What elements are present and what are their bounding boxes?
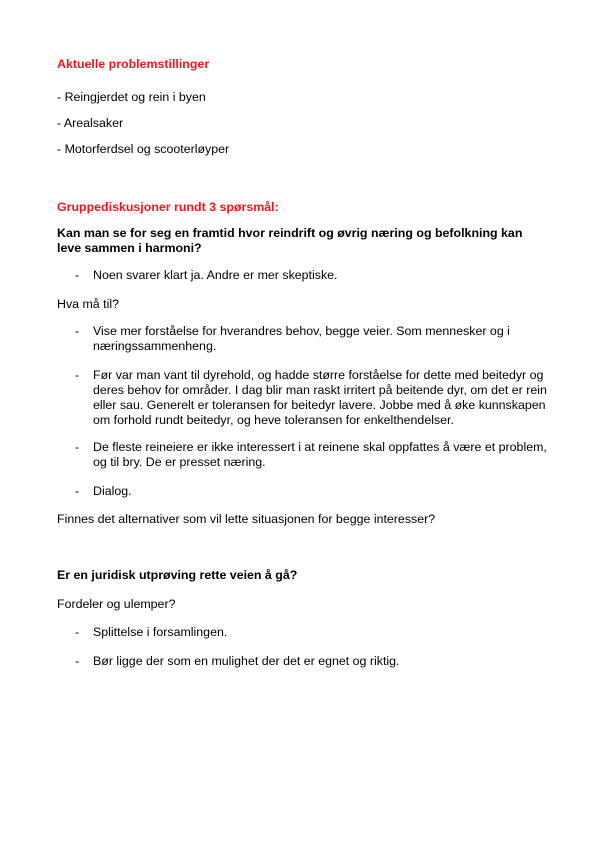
section-heading-current-issues: Aktuelle problemstillinger [57,57,210,71]
list-dash: - [75,654,80,668]
issue-item: - Motorferdsel og scooterløyper [57,142,230,156]
list-dash: - [75,324,80,338]
question-2: Er en juridisk utprøving rette veien å gå? [57,568,298,582]
list-dash: - [75,625,80,639]
list-item-text: Dialog. [93,484,132,498]
list-dash: - [75,368,80,382]
list-item-text: Før var man vant til dyrehold, og hadde større forståelse for dette med beitedyr og deres behov for områder. I dag blir man raskt irritert på beitende dyr, om det er rein eller sau. Generelt er toleransen for beitedyr lavere. Jobbe med å øke kunnskapen om forhold rundt beitedyr, og heve toleransen for enkelthendelser. [93,368,547,427]
list-item-text: De fleste reineiere er ikke interessert i at reinene skal oppfattes å være et problem, og til bry. De er presset næring. [93,440,547,469]
list-item-text: Bør ligge der som en mulighet der det er egnet og riktig. [93,654,400,668]
question-1: Kan man se for seg en framtid hvor reindrift og øvrig næring og befolkning kan leve sammen i harmoni? [57,226,523,255]
list-item-text: Noen svarer klart ja. Andre er mer skeptiske. [93,268,338,282]
section-heading-group-discussions: Gruppediskusjoner rundt 3 spørsmål: [57,200,279,214]
list-item-text: Vise mer forståelse for hverandres behov, begge veier. Som mennesker og i næringssammenheng. [93,324,510,353]
list-dash: - [75,268,80,282]
pros-cons-label: Fordeler og ulemper? [57,597,176,611]
what-is-needed-label: Hva må til? [57,297,119,311]
list-item-text: Splittelse i forsamlingen. [93,625,228,639]
list-dash: - [75,440,80,454]
alternatives-question: Finnes det alternativer som vil lette situasjonen for begge interesser? [57,512,436,526]
issue-item: - Arealsaker [57,116,124,130]
list-dash: - [75,484,80,498]
issue-item: - Reingjerdet og rein i byen [57,90,206,104]
